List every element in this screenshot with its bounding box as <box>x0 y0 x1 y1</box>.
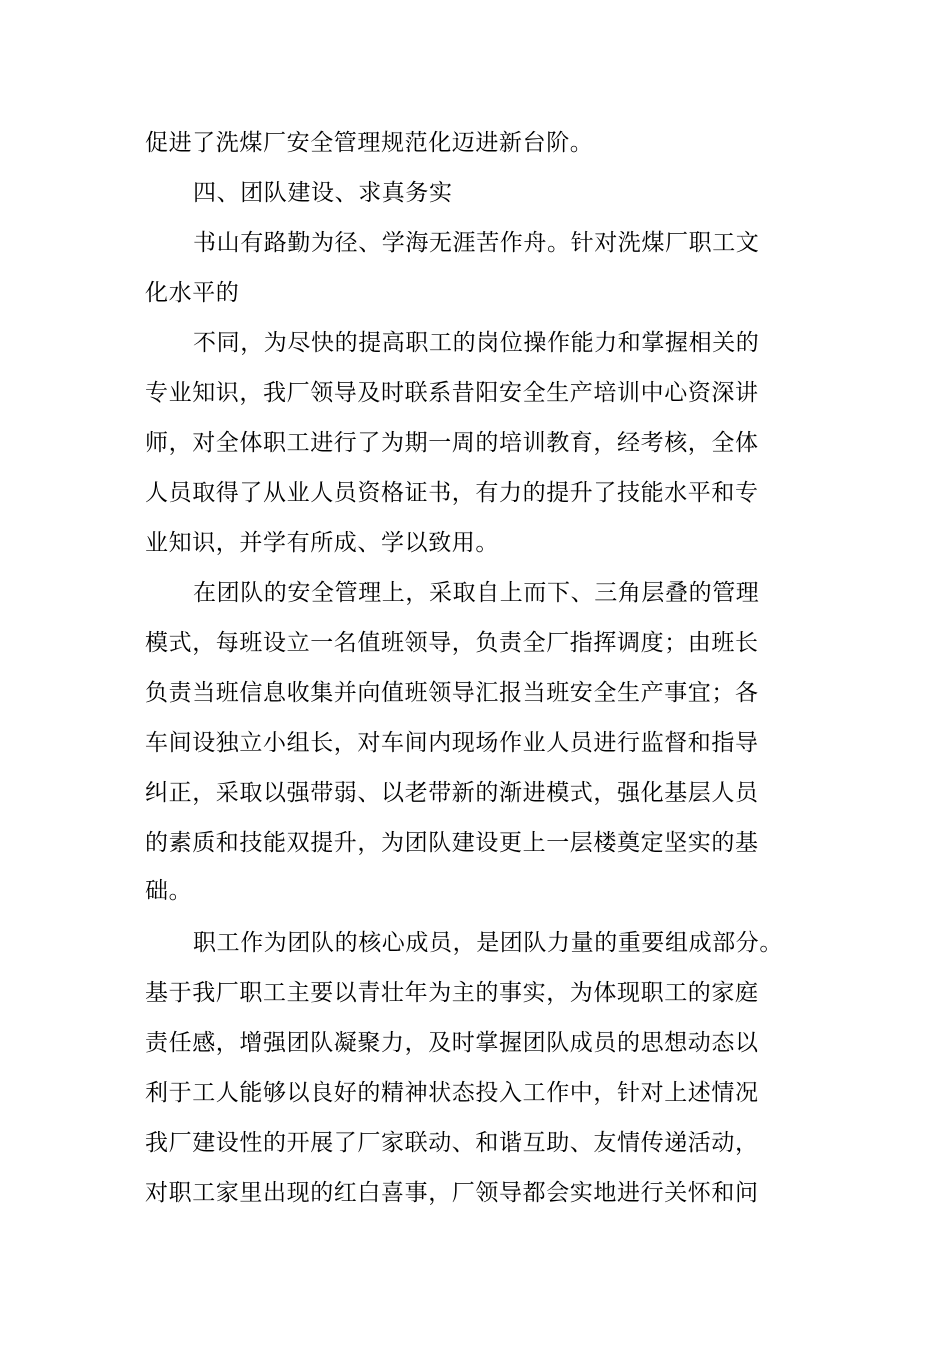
text-line: 书山有路勤为径、学海无涯苦作舟。针对洗煤厂职工文 <box>193 230 760 256</box>
text-line: 师，对全体职工进行了为期一周的培训教育，经考核，全体 <box>145 430 759 456</box>
text-line: 负责当班信息收集并向值班领导汇报当班安全生产事宜；各 <box>145 680 759 706</box>
section-heading: 四、团队建设、求真务实 <box>193 180 453 206</box>
text-line: 促进了洗煤厂安全管理规范化迈进新台阶。 <box>145 130 594 156</box>
text-line: 专业知识，我厂领导及时联系昔阳安全生产培训中心资深讲 <box>145 380 759 406</box>
text-line: 人员取得了从业人员资格证书，有力的提升了技能水平和专 <box>145 480 759 506</box>
text-line: 职工作为团队的核心成员，是团队力量的重要组成部分。 <box>193 930 783 956</box>
text-line: 在团队的安全管理上，采取自上而下、三角层叠的管理 <box>193 580 760 606</box>
text-line: 基于我厂职工主要以青壮年为主的事实，为体现职工的家庭 <box>145 980 759 1006</box>
text-line: 车间设独立小组长，对车间内现场作业人员进行监督和指导 <box>145 730 759 756</box>
text-line: 责任感，增强团队凝聚力，及时掌握团队成员的思想动态以 <box>145 1030 759 1056</box>
text-line: 化水平的 <box>145 280 240 306</box>
text-line: 不同，为尽快的提高职工的岗位操作能力和掌握相关的 <box>193 330 760 356</box>
text-line: 我厂建设性的开展了厂家联动、和谐互助、友情传递活动， <box>145 1130 759 1156</box>
text-line: 对职工家里出现的红白喜事，厂领导都会实地进行关怀和问 <box>145 1180 759 1206</box>
text-line: 模式，每班设立一名值班领导，负责全厂指挥调度；由班长 <box>145 630 759 656</box>
text-line: 础。 <box>145 878 193 904</box>
text-line: 利于工人能够以良好的精神状态投入工作中，针对上述情况 <box>145 1080 759 1106</box>
text-line: 纠正，采取以强带弱、以老带新的渐进模式，强化基层人员 <box>145 780 759 806</box>
text-line: 的素质和技能双提升，为团队建设更上一层楼奠定坚实的基 <box>145 830 759 856</box>
text-line: 业知识，并学有所成、学以致用。 <box>145 530 499 556</box>
